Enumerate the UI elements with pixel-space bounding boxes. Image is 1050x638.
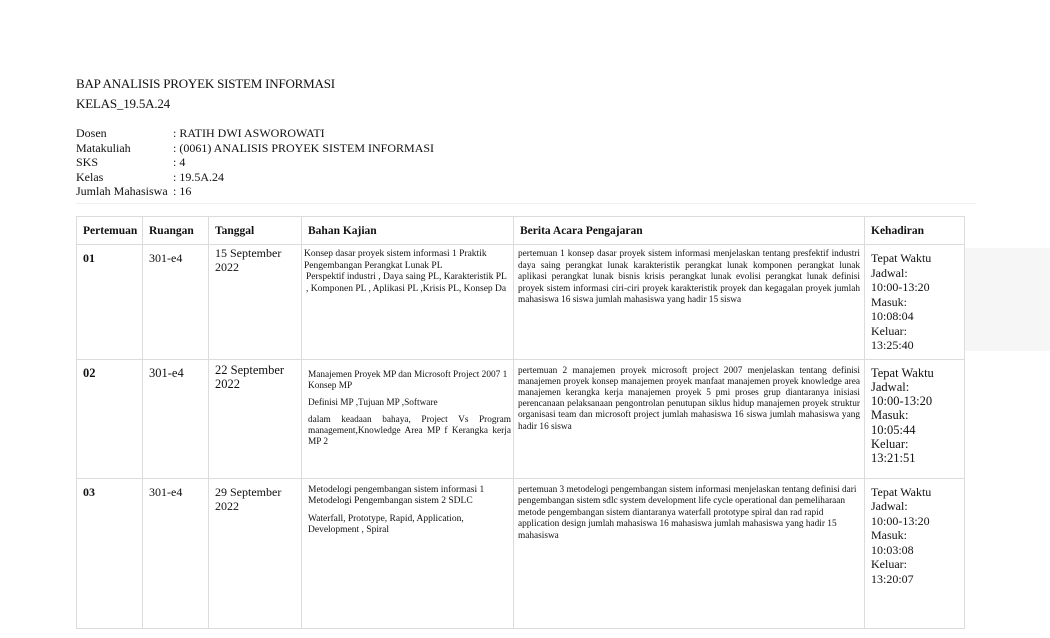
kehadiran-line: Jadwal:: [871, 499, 908, 513]
kehadiran-line: 13:21:51: [871, 451, 916, 466]
kehadiran-line: Masuk:: [871, 408, 909, 423]
cell-tanggal: 29 September 2022: [209, 478, 302, 628]
info-value: : 16: [173, 184, 192, 199]
info-row-sks: [76, 155, 434, 170]
bahan-line: Konsep dasar proyek sistem informasi 1 Praktik Pengembangan Perangkat Lunak PL: [304, 249, 487, 271]
kehadiran-line: 10:00-13:20: [871, 394, 933, 409]
info-key: Matakuliah: [76, 140, 131, 155]
cell-ruangan: 301-e4: [143, 245, 209, 360]
kehadiran-line: Jadwal:: [871, 265, 908, 280]
kehadiran-line: Masuk:: [871, 528, 907, 542]
table-row: [77, 359, 965, 478]
header-bahan-kajian: Bahan Kajian: [302, 217, 514, 245]
kehadiran-status: Tepat Waktu: [871, 484, 932, 499]
info-row-kelas: [76, 170, 434, 185]
bahan-line: Perspektif industri , Daya saing PL, Karakteristik PL , Komponen PL , Aplikasi PL ,Krisis PL, Konsep Da: [306, 272, 507, 294]
cell-kehadiran: [865, 245, 965, 360]
info-value: : RATIH DWI ASWOROWATI: [173, 126, 325, 140]
cell-pertemuan: 02: [77, 359, 143, 478]
cell-tanggal: 22 September 2022: [209, 359, 302, 478]
cell-berita-acara: pertemuan 3 metodelogi pengembangan sistem informasi menjelaskan tentang definisi dari pengembangan sistem sdlc system development life cycle operational dan pemeliharaan metode pengembangan sistem diantaranya waterfall prototype spiral dan rad rapid application design jumlah mahasiswa 16 mahasiswa jumlah mahasiswa yang hadir 15 mahasiswa: [514, 478, 865, 628]
cell-berita-acara: pertemuan 2 manajemen proyek microsoft project 2007 menjelaskan tentang definisi manajemen proyek konsep manajemen proyek manfaat manajemen proyek knowledge area manajemen kerangka kerja manajemen proyek 5 pmi proses grup diantaranya inisiasi perencanaan pelaksanaan pengontrolan penutupan siklus hidup manajemen proyek struktur organisasi team dan microsoft project jumlah mahasiswa 16 siswa jumlah mahasiswa yang hadir 16 siswa: [514, 359, 865, 478]
header-ruangan: Ruangan: [143, 217, 209, 245]
class-title: KELAS_19.5A.24: [76, 96, 170, 111]
cell-bahan-kajian: [302, 359, 514, 478]
course-info: [76, 126, 434, 199]
bahan-line: Waterfall, Prototype, Rapid, Application, Development , Spiral: [308, 513, 464, 535]
cell-ruangan: 301-e4: [143, 359, 209, 478]
cell-pertemuan: 01: [77, 245, 143, 360]
kehadiran-status: Tepat Waktu: [871, 365, 934, 380]
info-row-dosen: [76, 126, 434, 141]
kehadiran-line: 13:20:07: [871, 571, 914, 586]
table-row: [77, 478, 965, 628]
bahan-line: Metodelogi pengembangan sistem informasi 1 Metodelogi Pengembangan sistem 2 SDLC: [308, 484, 485, 506]
info-value: : 19.5A.24: [173, 169, 224, 184]
cell-kehadiran: [865, 478, 965, 628]
header-kehadiran: Kehadiran: [865, 217, 965, 245]
info-key: Dosen: [76, 126, 107, 140]
kehadiran-line: 10:03:08: [871, 542, 914, 557]
info-row-jumlah: [76, 184, 434, 199]
kehadiran-line: Keluar:: [871, 323, 907, 338]
info-value: : 4: [173, 155, 186, 170]
bahan-line: Definisi MP ,Tujuan MP ,Software: [308, 397, 438, 408]
header-pertemuan: Pertemuan: [77, 217, 143, 245]
kehadiran-line: Jadwal:: [871, 379, 910, 394]
bahan-line: dalam keadaan bahaya, Project Vs Program management,Knowledge Area MP f Kerangka kerja MP 2: [308, 414, 511, 447]
table-header-row: [77, 217, 965, 245]
bap-table: [76, 216, 965, 629]
cell-ruangan: 301-e4: [143, 478, 209, 628]
kehadiran-line: 10:00-13:20: [871, 513, 930, 528]
cell-pertemuan: 03: [77, 478, 143, 628]
kehadiran-status: Tepat Waktu: [871, 251, 932, 265]
kehadiran-line: 10:00-13:20: [871, 280, 930, 294]
kehadiran-line: 13:25:40: [871, 338, 914, 352]
header-berita-acara: Berita Acara Pengajaran: [514, 217, 865, 245]
info-key: Jumlah Mahasiswa: [76, 184, 168, 199]
cell-bahan-kajian: [302, 245, 514, 360]
header-tanggal: Tanggal: [209, 217, 302, 245]
kehadiran-line: Masuk:: [871, 294, 907, 309]
cell-tanggal: 15 September 2022: [209, 245, 302, 360]
kehadiran-line: Keluar:: [871, 436, 909, 451]
kehadiran-line: 10:08:04: [871, 309, 914, 323]
info-key: SKS: [76, 155, 99, 170]
table-row: [77, 245, 965, 360]
info-value: : (0061) ANALISIS PROYEK SISTEM INFORMASI: [173, 140, 435, 155]
background-band: [964, 248, 1050, 351]
divider: [76, 203, 976, 204]
info-key: Kelas: [76, 169, 104, 184]
document-title: BAP ANALISIS PROYEK SISTEM INFORMASI: [76, 76, 335, 91]
bahan-line: Manajemen Proyek MP dan Microsoft Project 2007 1 Konsep MP: [308, 369, 508, 391]
kehadiran-line: Keluar:: [871, 557, 907, 571]
kehadiran-line: 10:05:44: [871, 422, 916, 437]
cell-bahan-kajian: [302, 478, 514, 628]
cell-berita-acara: pertemuan 1 konsep dasar proyek sistem informasi menjelaskan tentang presfektif industri daya saing perangkat lunak karakteristik perangkat lunak komponen perangkat lunak aplikasi perangkat lunak bisnis krisis perangkat lunak evolisi perangkat lunak definisi proyek sistem informasi ciri-ciri proyek karakteristik proyek dan kegagalan proyek jumlah mahasiswa 16 siswa jumlah mahasiswa yang hadir 15 siswa: [514, 245, 865, 360]
cell-kehadiran: [865, 359, 965, 478]
info-row-matakuliah: [76, 141, 434, 156]
